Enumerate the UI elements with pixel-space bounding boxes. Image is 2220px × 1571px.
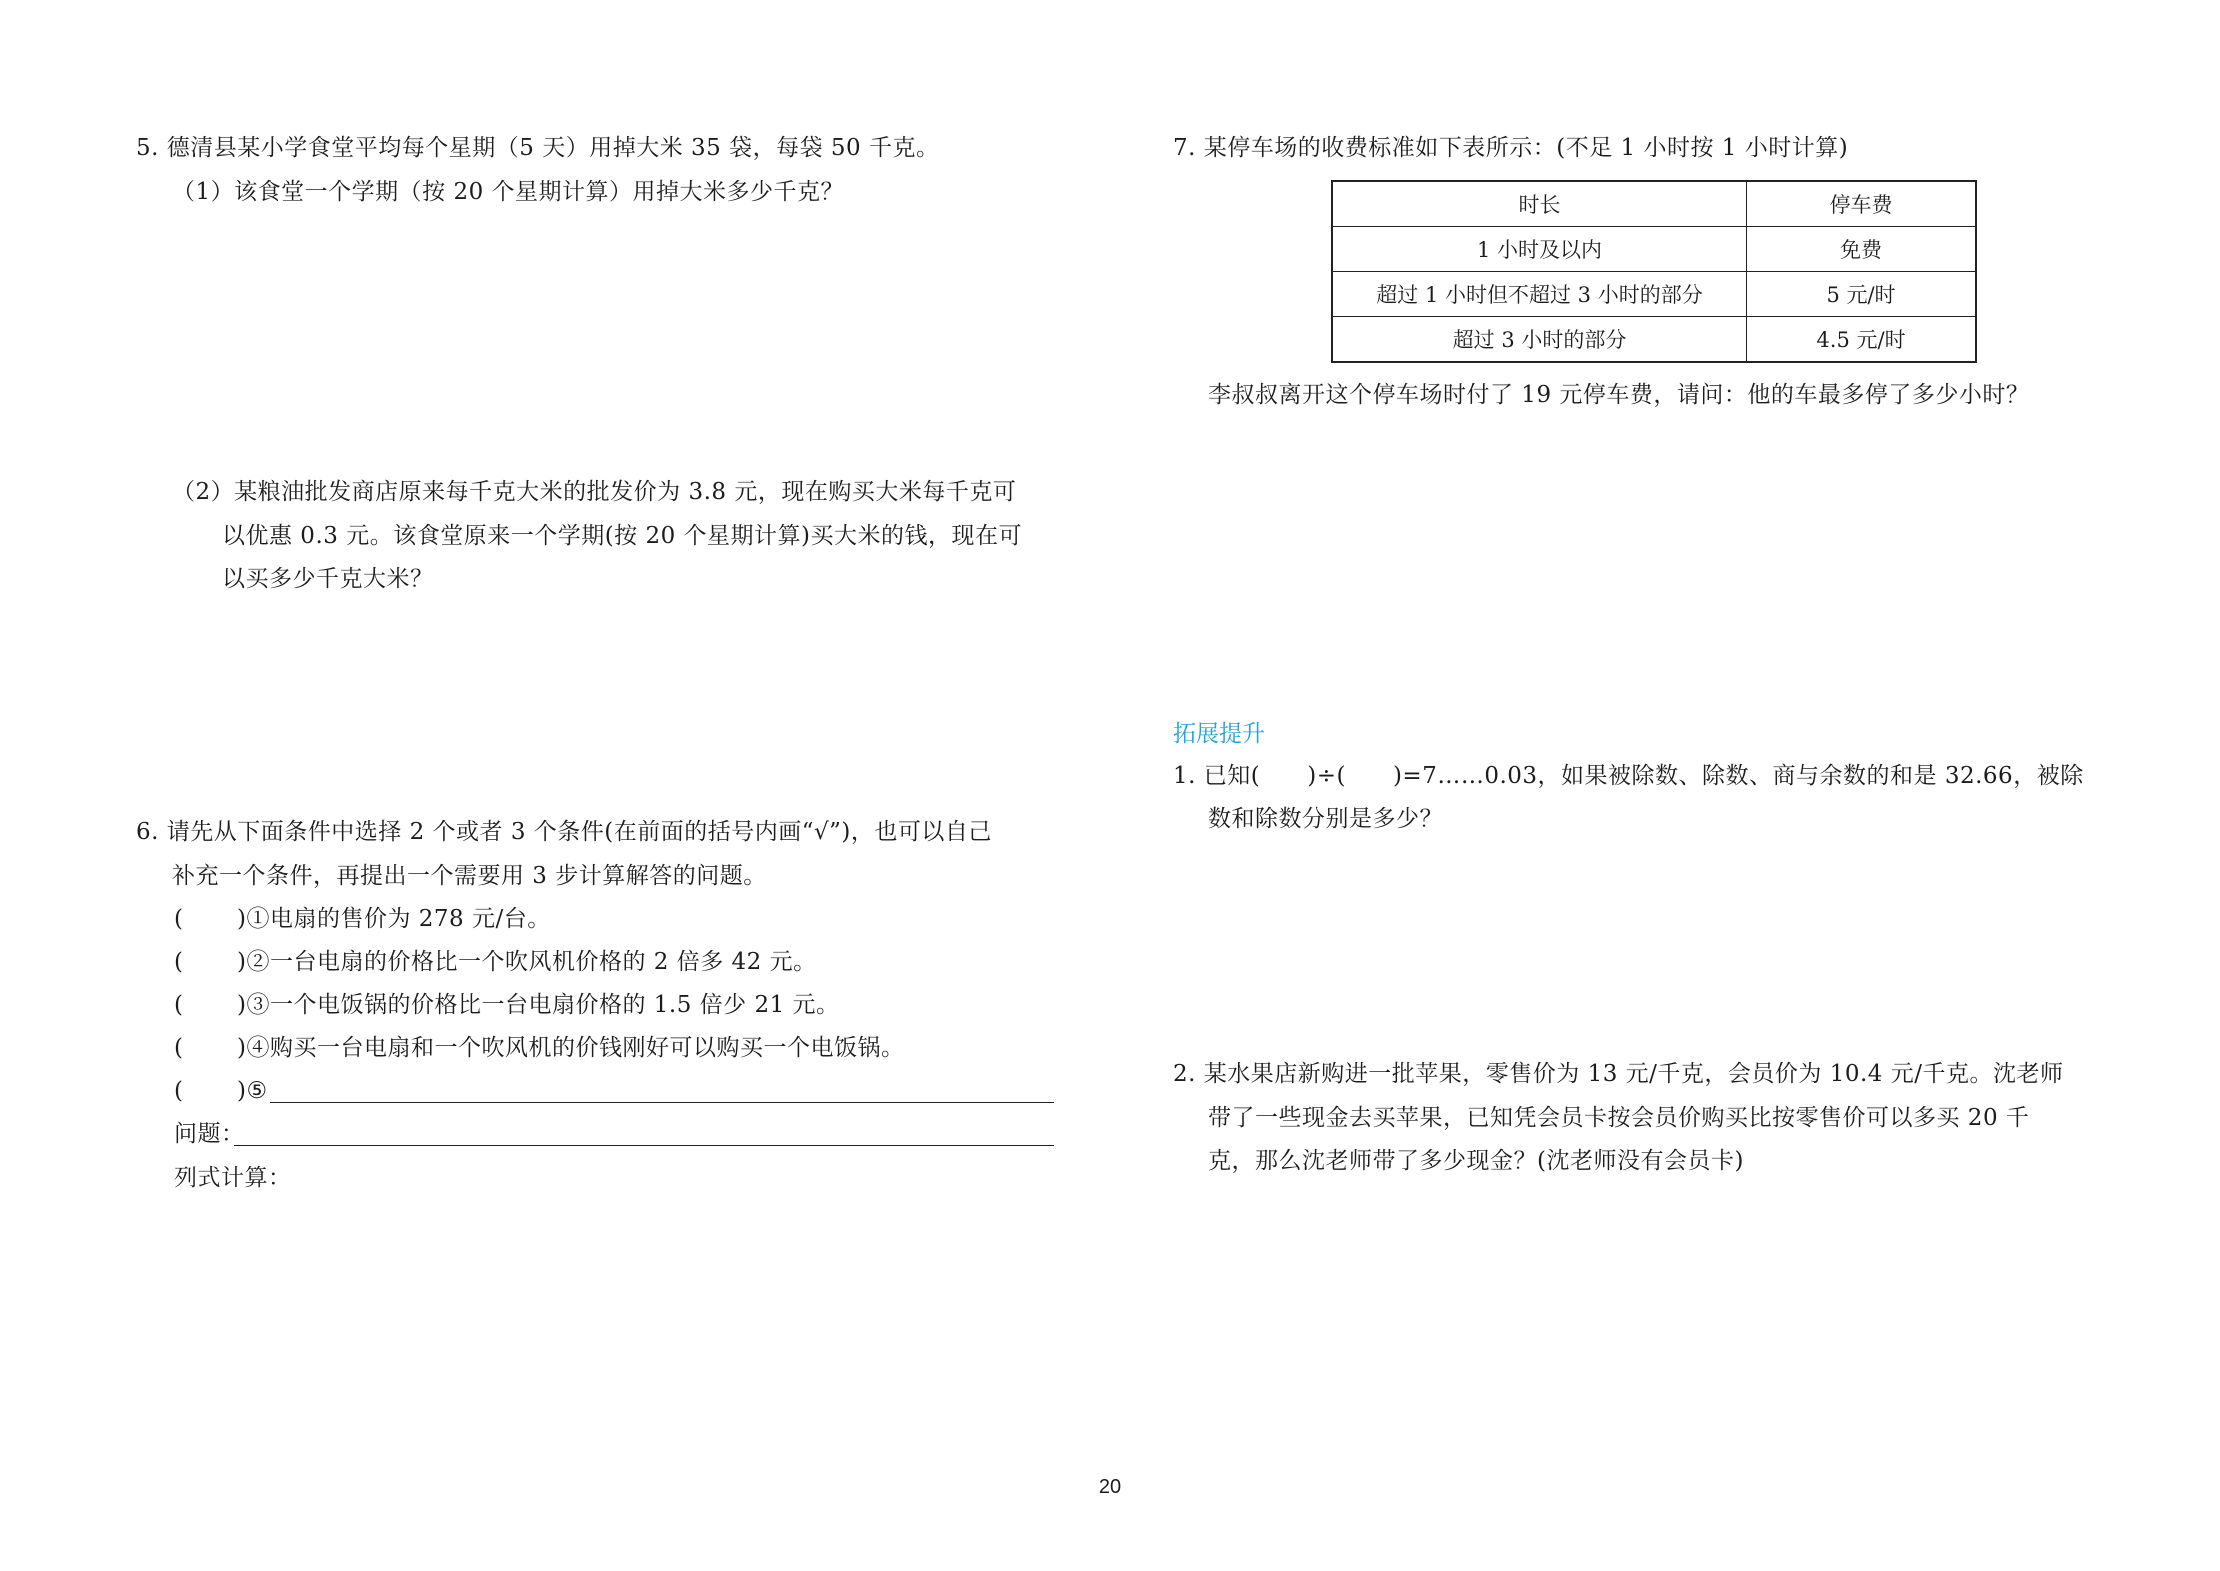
q6-calc-label: 列式计算： <box>174 1165 292 1191</box>
table-header-row <box>1332 181 1976 227</box>
condition-checkbox-paren[interactable]: ( <box>174 1035 184 1061</box>
custom-condition-blank[interactable] <box>270 1102 1054 1103</box>
condition-text: )④购买一台电扇和一个吹风机的价钱刚好可以购买一个电饭锅。 <box>237 1035 905 1061</box>
ext1-line1: 1. 已知( )÷( )=7……0.03，如果被除数、除数、商与余数的和是 32.66，被除 <box>1173 763 2084 789</box>
q6-stem-line1: 6. 请先从下面条件中选择 2 个或者 3 个条件(在前面的括号内画“√”)，也可以自己 <box>136 819 992 845</box>
condition-text: )②一台电扇的价格比一个吹风机价格的 2 倍多 42 元。 <box>237 949 817 975</box>
condition-text: )⑤ <box>237 1078 268 1104</box>
ext2-line3: 克，那么沈老师带了多少现金？(沈老师没有会员卡) <box>1208 1148 1744 1174</box>
table-cell: 1 小时及以内 <box>1332 227 1747 272</box>
q5-part2-line2: 以优惠 0.3 元。该食堂原来一个学期(按 20 个星期计算)买大米的钱，现在可 <box>222 523 1023 549</box>
parking-fee-table <box>1331 180 1977 363</box>
table-cell: 5 元/时 <box>1747 272 1977 317</box>
condition-checkbox-paren[interactable]: ( <box>174 906 184 932</box>
q6-question-blank[interactable] <box>234 1145 1054 1146</box>
q7-stem: 7. 某停车场的收费标准如下表所示：(不足 1 小时按 1 小时计算) <box>1173 135 1849 161</box>
ext2-line2: 带了一些现金去买苹果，已知凭会员卡按会员价购买比按零售价可以多买 20 千 <box>1208 1105 2030 1131</box>
page-number: 20 <box>1098 1476 1122 1498</box>
table-cell: 超过 3 小时的部分 <box>1332 317 1747 363</box>
table-row <box>1332 227 1976 272</box>
condition-checkbox-paren[interactable]: ( <box>174 992 184 1018</box>
q5-part2-line3: 以买多少千克大米？ <box>222 566 434 592</box>
condition-checkbox-paren[interactable]: ( <box>174 1078 184 1104</box>
condition-text: )③一个电饭锅的价格比一台电扇价格的 1.5 倍少 21 元。 <box>237 992 840 1018</box>
q7-question: 李叔叔离开这个停车场时付了 19 元停车费，请问：他的车最多停了多少小时？ <box>1208 382 2030 408</box>
table-cell: 4.5 元/时 <box>1747 317 1977 363</box>
table-cell: 超过 1 小时但不超过 3 小时的部分 <box>1332 272 1747 317</box>
table-row <box>1332 272 1976 317</box>
table-row <box>1332 317 1976 363</box>
section-heading-extension: 拓展提升 <box>1173 721 1265 747</box>
condition-checkbox-paren[interactable]: ( <box>174 949 184 975</box>
ext2-line1: 2. 某水果店新购进一批苹果，零售价为 13 元/千克，会员价为 10.4 元/千克。沈老师 <box>1173 1061 2064 1087</box>
q5-part1: （1）该食堂一个学期（按 20 个星期计算）用掉大米多少千克？ <box>172 179 845 205</box>
q6-question-label: 问题： <box>174 1121 245 1147</box>
ext1-line2: 数和除数分别是多少？ <box>1208 806 1443 832</box>
q5-part2-line1: （2）某粮油批发商店原来每千克大米的批发价为 3.8 元，现在购买大米每千克可 <box>172 479 1017 505</box>
condition-text: )①电扇的售价为 278 元/台。 <box>237 906 551 932</box>
table-header-cell: 时长 <box>1332 181 1747 227</box>
q6-stem-line2: 补充一个条件，再提出一个需要用 3 步计算解答的问题。 <box>172 863 767 889</box>
q5-stem: 5. 德清县某小学食堂平均每个星期（5 天）用掉大米 35 袋，每袋 50 千克。 <box>136 135 940 161</box>
table-header-cell: 停车费 <box>1747 181 1977 227</box>
table-cell: 免费 <box>1747 227 1977 272</box>
